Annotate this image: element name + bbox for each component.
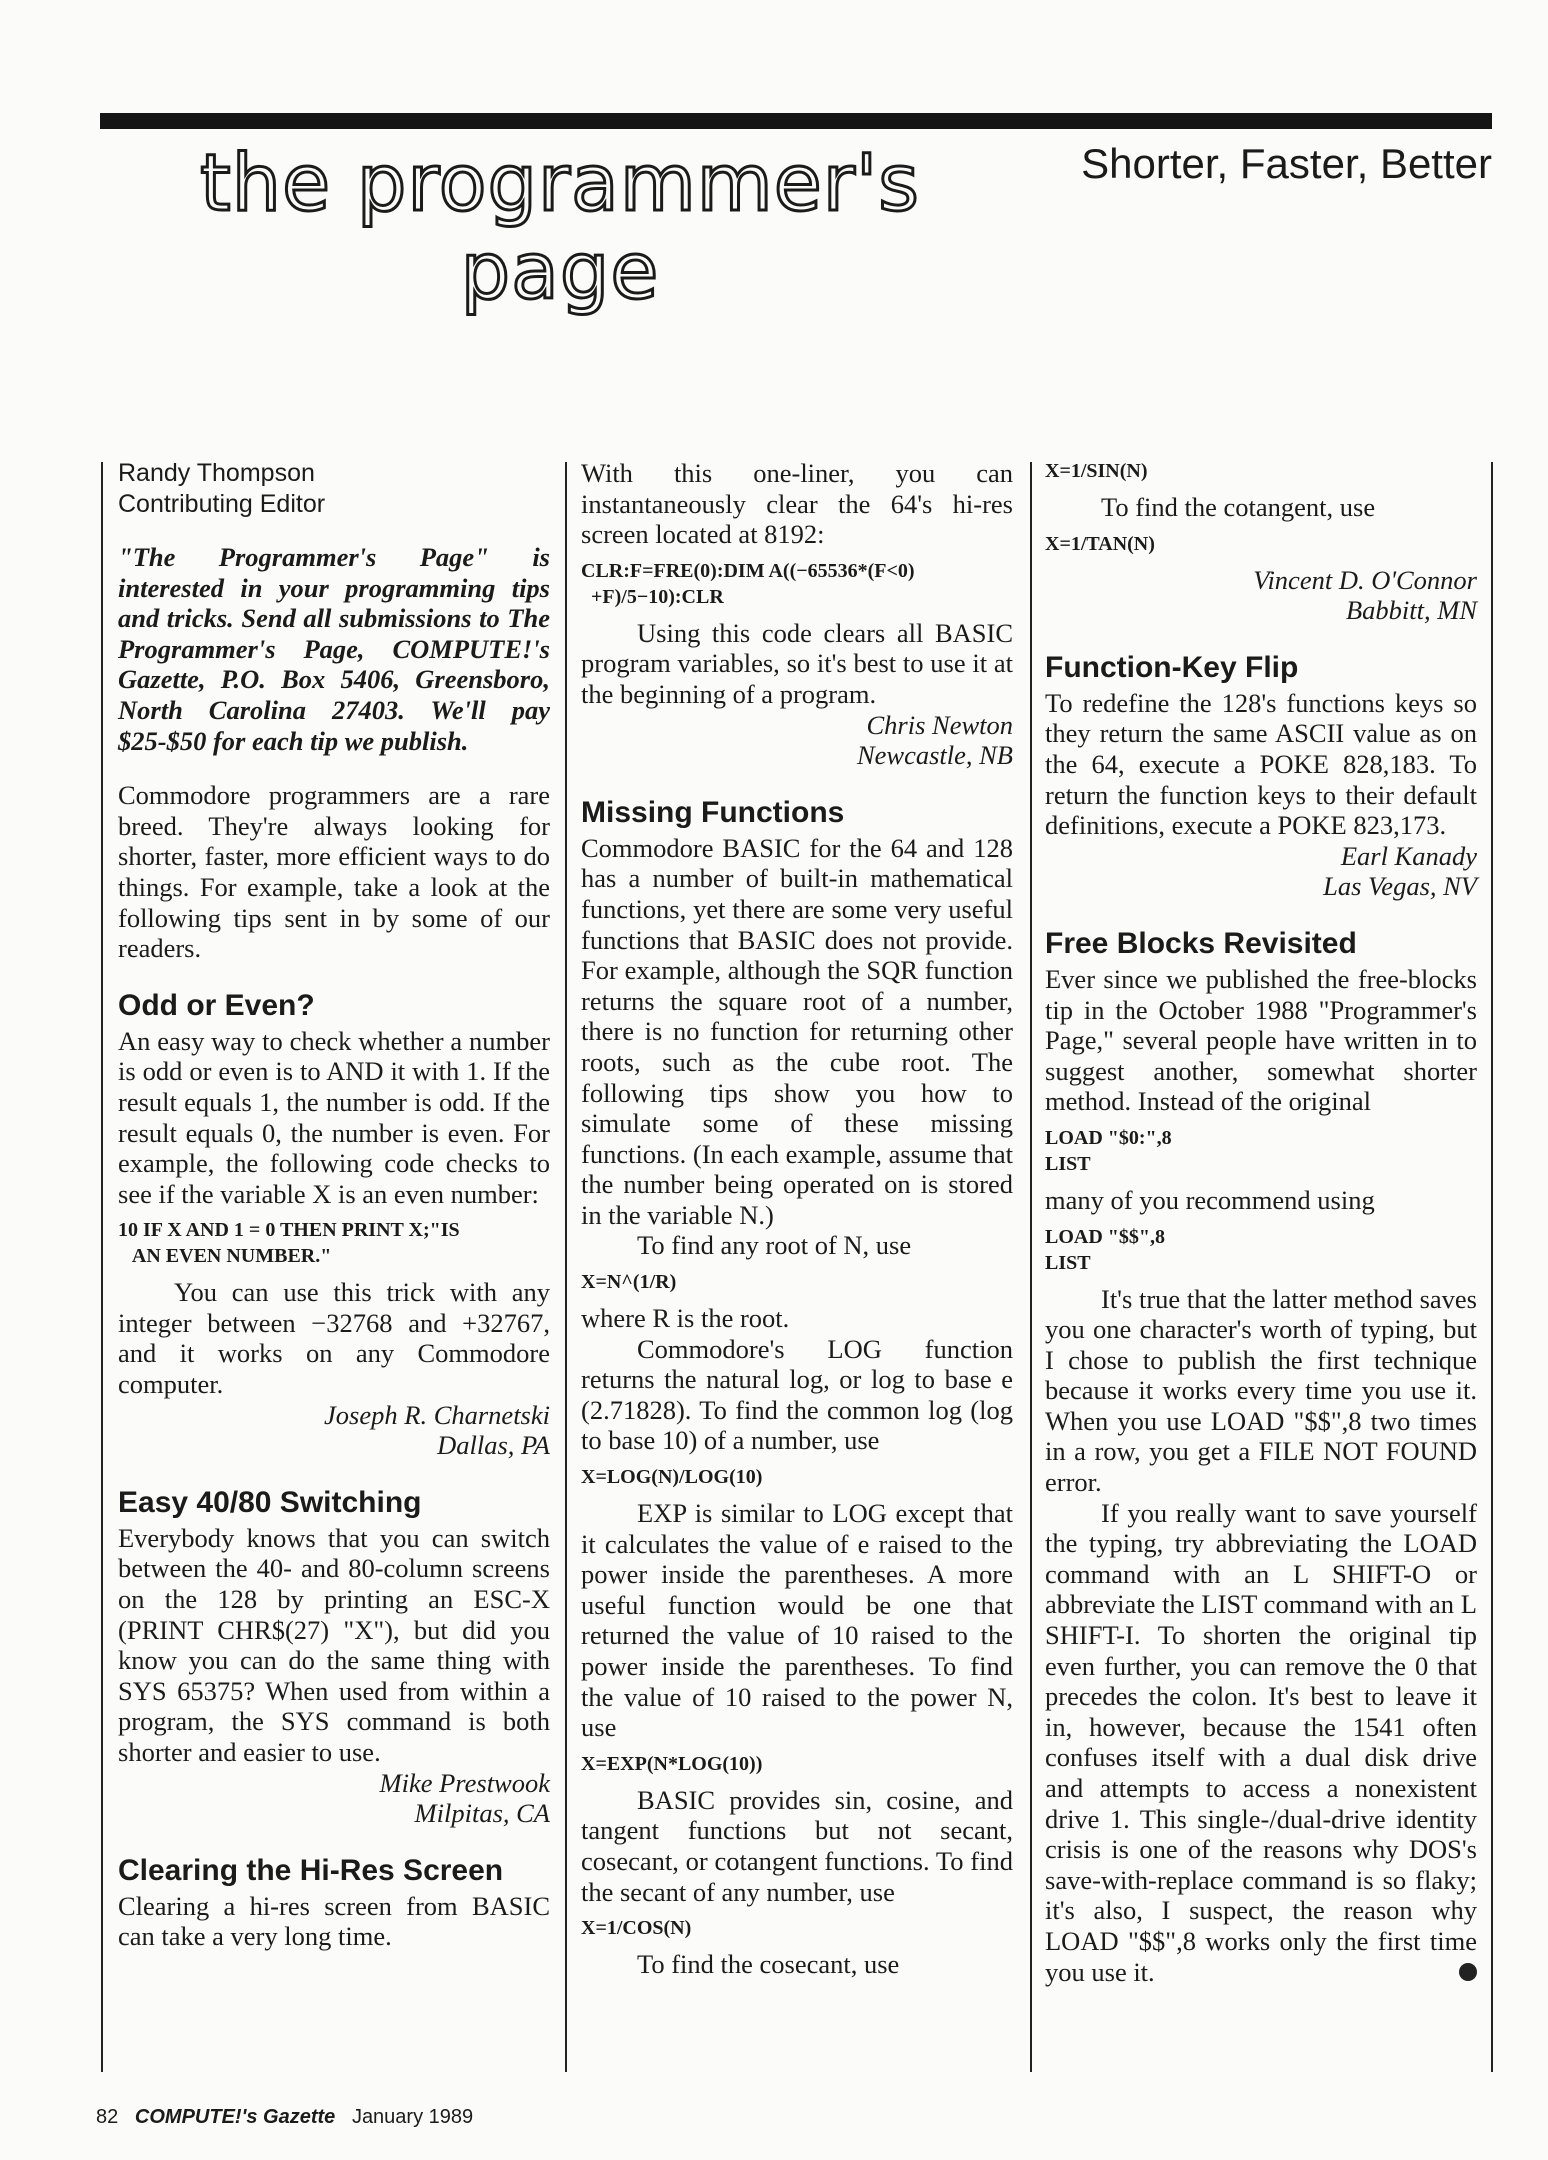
code-cosecant: X=1/SIN(N) (1045, 460, 1148, 482)
col2-paragraph-1: With this one-liner, you can instantaneously clear the 64's hi-res screen located at 8192: (581, 458, 1013, 550)
signature-location: Newcastle, NB (856, 740, 1013, 771)
byline-role: Contributing Editor (118, 490, 326, 518)
column-3 (1045, 458, 1477, 1987)
code-cotangent: X=1/TAN(N) (1045, 532, 1155, 555)
signature-location: Las Vegas, NV (1323, 871, 1477, 902)
signature-location: Milpitas, CA (414, 1798, 550, 1829)
byline (118, 458, 550, 520)
heading-missing-functions: Missing Functions (581, 795, 845, 829)
missing-paragraph-1: Commodore BASIC for the 64 and 128 has a number of built-in mathematical functions, yet there are some very useful functions that BASIC does not provide. For example, although the SQR function returns the square root of a number, there is no function for returning other roots, such as the cube root. The following tips show you how to simulate some of these missing functions. (In each example, assume that the number being operated on is stored in the variable N.) (581, 832, 1013, 1230)
signature-location: Babbitt, MN (1345, 595, 1477, 626)
col3-paragraph-4-text: If you really want to save yourself the typing, try abbreviating the LOAD command with an L SHIFT-O or abbreviate the LIST command with an L SHIFT-I. To shorten the original tip even further, you can remove the 0 that precedes the colon. It's best to leave it in, however, because the 1541 often confuses itself with a dual disk drive and attempts to access a nonexistent drive 1. This single-/dual-drive identity crisis is one of the reasons why DOS's save-with-replace command is so flaky; it's also, I suspect, the reason why LOAD "$$",8 works only the first time you use it. (1045, 1497, 1477, 1987)
easy-paragraph: Everybody knows that you can switch between the 40- and 80-column screens on the 128 by printing an ESC-X (PRINT CHR$(27) "X"), but did you know you can do the same thing with SYS 65375? When used from within a program, the SYS command is both shorter and easier to use. (118, 1522, 550, 1767)
code-log: X=LOG(N)/LOG(10) (581, 1466, 763, 1489)
flip-paragraph: To redefine the 128's functions keys so they return the same ASCII value as on the 64, execute a POKE 828,183. To return the function keys to their default definitions, execute a POKE 823,173. (1045, 687, 1477, 841)
col2-paragraph-6: BASIC provides sin, cosine, and tangent functions but not secant, cosecant, or cotangent functions. To find the secant of any number, use (581, 1784, 1013, 1907)
page-title (150, 140, 970, 316)
column-rule-1 (565, 462, 567, 2072)
col3-paragraph-2: many of you recommend using (1045, 1184, 1375, 1215)
col2-paragraph-2: Using this code clears all BASIC program variables, so it's best to use it at the beginning of a program. (581, 617, 1013, 709)
col3-paragraph-1: To find the cotangent, use (1101, 492, 1376, 522)
signature-name: Mike Prestwook (379, 1767, 550, 1798)
code-odd-even: 10 IF X AND 1 = 0 THEN PRINT X;"IS AN EVEN NUMBER." (118, 1219, 460, 1268)
code-load-short: LOAD "$$",8 LIST (1045, 1225, 1165, 1274)
end-of-article-icon (1459, 1963, 1477, 1981)
col2-paragraph-4: Commodore's LOG function returns the natural log, or log to base e (2.71828). To find the common log (log to base 10) of a number, use (581, 1333, 1013, 1456)
column-2 (581, 458, 1013, 1980)
page-footer (96, 2106, 473, 2129)
col2-paragraph-3: where R is the root. (581, 1303, 790, 1334)
heading-odd-even: Odd or Even? (118, 988, 315, 1022)
title-line-2: page (460, 227, 660, 317)
odd-paragraph-2: You can use this trick with any integer between −32768 and +32767, and it works on any Commodore computer. (118, 1277, 550, 1400)
code-root: X=N^(1/R) (581, 1271, 677, 1294)
column-rule-left (101, 462, 103, 2072)
submission-note: "The Programmer's Page" is interested in your programming tips and tricks. Send all submissions to The Programmer's Page, COMPUTE!'s Gazette, P.O. Box 5406, Greensboro, North Carolina 27403. We'll pay $25-$50 for each tip we publish. (118, 542, 550, 756)
column-rule-2 (1030, 462, 1032, 2072)
header-rule (100, 113, 1492, 129)
issue-date: January 1989 (351, 2106, 474, 2128)
signature-name: Vincent D. O'Connor (1253, 564, 1477, 595)
page-number: 82 (96, 2106, 119, 2128)
code-secant: X=1/COS(N) (581, 1917, 692, 1940)
col2-paragraph-5: EXP is similar to LOG except that it calculates the value of e raised to the power inside the parentheses. A more useful function would be one that returned the value of 10 raised to the power inside the parentheses. To find the value of 10 raised to the power N, use (581, 1498, 1013, 1743)
col2-paragraph-7: To find the cosecant, use (637, 1949, 900, 1980)
free-paragraph-1: Ever since we published the free-blocks tip in the October 1988 "Programmer's Page," several people have written in to suggest another, somewhat shorter method. Instead of the original (1045, 963, 1477, 1117)
odd-paragraph-1: An easy way to check whether a number is odd or even is to AND it with 1. If the result equals 1, the number is odd. If the result equals 0, the number is even. For example, the following code checks to see if the variable X is an even number: (118, 1025, 550, 1209)
clear-paragraph: Clearing a hi-res screen from BASIC can take a very long time. (118, 1890, 550, 1952)
heading-free-blocks: Free Blocks Revisited (1045, 926, 1357, 960)
col3-paragraph-4 (1045, 1498, 1477, 1988)
title-line-1: the programmer's (200, 139, 920, 229)
signature-name: Joseph R. Charnetski (324, 1399, 550, 1430)
byline-name: Randy Thompson (118, 459, 315, 487)
code-clear-screen: CLR:F=FRE(0):DIM A((−65536*(F<0) +F)/5−10):CLR (581, 559, 915, 608)
signature-location: Dallas, PA (437, 1430, 550, 1461)
signature-name: Chris Newton (866, 709, 1013, 740)
col3-paragraph-3: It's true that the latter method saves you one character's worth of typing, but I chose to publish the first technique because it works every time you use it. When you use LOAD "$$",8 two times in a row, you get a FILE NOT FOUND error. (1045, 1283, 1477, 1498)
code-exp: X=EXP(N*LOG(10)) (581, 1752, 763, 1775)
code-load-original: LOAD "$0:",8 LIST (1045, 1126, 1172, 1175)
heading-easy-switching: Easy 40/80 Switching (118, 1485, 422, 1519)
heading-clearing-hires: Clearing the Hi-Res Screen (118, 1853, 504, 1887)
magazine-name: COMPUTE!'s Gazette (134, 2106, 336, 2128)
missing-paragraph-2: To find any root of N, use (637, 1230, 912, 1261)
column-rule-right (1491, 462, 1493, 2072)
intro-paragraph: Commodore programmers are a rare breed. They're always looking for shorter, faster, more efficient ways to do things. For example, take a look at the following tips sent in by some of our readers. (118, 780, 550, 964)
column-1 (118, 458, 550, 1952)
deck-headline: Shorter, Faster, Better (1081, 140, 1492, 187)
signature-name: Earl Kanady (1340, 840, 1477, 871)
heading-function-key-flip: Function-Key Flip (1045, 650, 1299, 684)
